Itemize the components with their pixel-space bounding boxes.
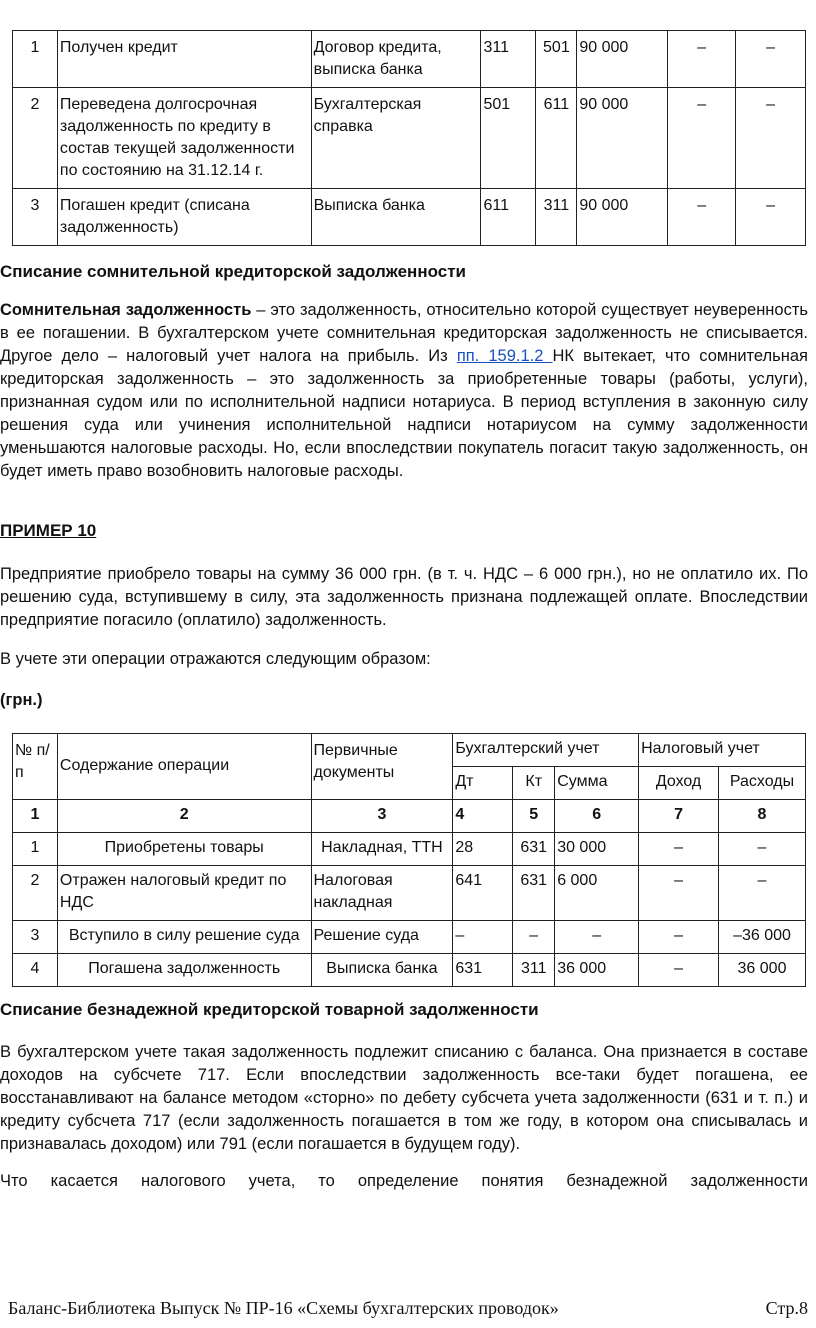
table-cell: Выписка банка [311, 954, 453, 987]
tax-accounting-paragraph: Что касается налогового учета, то определение понятия безнадежной задолженности [0, 1172, 808, 1190]
table-cell: 8 [719, 800, 806, 833]
table-cell: 1 [13, 800, 58, 833]
table-cell: 4 [453, 800, 513, 833]
section-heading-bad-debt: Списание безнадежной кредиторской товарной задолженности [0, 1000, 539, 1019]
example-table [12, 733, 806, 987]
table-cell: – [639, 833, 719, 866]
table-row [13, 189, 806, 246]
table-cell: 3 [311, 800, 453, 833]
table-cell: 611 [536, 88, 577, 189]
table-cell: 5 [513, 800, 555, 833]
table-cell: 311 [536, 189, 577, 246]
example-intro: В учете эти операции отражаются следующим образом: [0, 650, 431, 668]
table-cell: 4 [13, 954, 58, 987]
table-cell: 7 [639, 800, 719, 833]
table-cell: Договор кредита, выписка банка [311, 31, 481, 88]
table-cell: 36 000 [555, 954, 639, 987]
paragraph-text: – это задолженность, относительно которой существует неуверенность в ее погашении. В бухгалтерском учете сомнительная кредиторская задолженность не списывается. Другое дело – налоговый учет налога на прибыль. Из [0, 301, 808, 365]
tax-code-link[interactable]: пп. 159.1.2 [456, 347, 553, 365]
table-cell: Получен кредит [57, 31, 311, 88]
table-row [13, 921, 806, 954]
table-cell: 2 [13, 866, 58, 921]
table-cell: 30 000 [555, 833, 639, 866]
table-row [13, 954, 806, 987]
table-row [13, 88, 806, 189]
table-cell: 1 [13, 31, 58, 88]
table-cell: –36 000 [719, 921, 806, 954]
page-footer [8, 1298, 808, 1319]
header-accounting: Бухгалтерский учет [453, 734, 639, 767]
credit-table [12, 30, 806, 246]
table-cell: 501 [536, 31, 577, 88]
footer-title: Баланс-Библиотека Выпуск № ПР-16 «Схемы бухгалтерских проводок» [8, 1298, 559, 1318]
header-dt: Дт [453, 767, 513, 800]
table-cell: 90 000 [577, 88, 668, 189]
table-cell: 311 [481, 31, 536, 88]
table-cell: Приобретены товары [57, 833, 311, 866]
table-index-row [13, 800, 806, 833]
table-cell: Погашен кредит (списана задолженность) [57, 189, 311, 246]
unit-label: (грн.) [0, 691, 43, 709]
header-kt: Кт [513, 767, 555, 800]
header-sum: Сумма [555, 767, 639, 800]
table-cell: Бухгалтерская справка [311, 88, 481, 189]
header-tax: Налоговый учет [639, 734, 806, 767]
table-cell: 6 [555, 800, 639, 833]
table-cell: – [668, 189, 736, 246]
table-cell: Выписка банка [311, 189, 481, 246]
page-number: Стр.8 [765, 1298, 808, 1318]
table-cell: – [719, 866, 806, 921]
table-cell: – [639, 866, 719, 921]
table-cell: – [453, 921, 513, 954]
table-cell: 6 000 [555, 866, 639, 921]
table-cell: 631 [453, 954, 513, 987]
table-row [13, 833, 806, 866]
table-cell: – [668, 31, 736, 88]
paragraph-text: НК вытекает, что сомнительная кредиторская задолженность – это задолженность за приобретенные товары (работы, услуги), признанная судом или по исполнительной надписи нотариуса. В период вступления в законную силу решения суда или учинения исполнительной надписи нотариусом на сумму задолженности уменьшаются налоговые расходы. Но, если впоследствии покупатель погасит такую задолженность, он будет иметь право возобновить налоговые расходы. [0, 347, 808, 480]
header-income: Доход [639, 767, 719, 800]
table-cell: – [736, 31, 806, 88]
table-cell: 3 [13, 189, 58, 246]
table-cell: 3 [13, 921, 58, 954]
table-cell: 36 000 [719, 954, 806, 987]
table-cell: – [668, 88, 736, 189]
table-cell: Отражен налоговый кредит по НДС [57, 866, 311, 921]
table-row [13, 31, 806, 88]
table-cell: Погашена задолженность [57, 954, 311, 987]
example-paragraph: Предприятие приобрело товары на сумму 36 000 грн. (в т. ч. НДС – 6 000 грн.), но не оплатило их. По решению суда, вступившему в силу, эта задолженность признана подлежащей оплате. Впоследствии предприятие погасило (оплатило) задолженность. [0, 565, 808, 629]
section-heading-doubtful: Списание сомнительной кредиторской задолженности [0, 262, 466, 281]
table-cell: 2 [57, 800, 311, 833]
table-cell: Решение суда [311, 921, 453, 954]
table-cell: – [639, 921, 719, 954]
table-row [13, 866, 806, 921]
table-cell: Переведена долгосрочная задолженность по кредиту в состав текущей задолженности по состоянию на 31.12.14 г. [57, 88, 311, 189]
table-cell: 631 [513, 866, 555, 921]
header-expense: Расходы [719, 767, 806, 800]
header-docs: Первичные документы [311, 734, 453, 800]
table-cell: 90 000 [577, 31, 668, 88]
doubtful-debt-paragraph [0, 299, 808, 483]
header-content: Содержание операции [57, 734, 311, 800]
bad-debt-paragraph: В бухгалтерском учете такая задолженность подлежит списанию с баланса. Она признается в составе доходов на субсчете 717. Если впоследствии задолженность все-таки будет погашена, ее восстанавливают на балансе методом «сторно» по дебету субсчета учета задолженности (631 и т. п.) и кредиту субсчета 717 (если задолженность погашается в том же году, в котором она списывалась и признавалась доходом) или 791 (если погашается в будущем году). [0, 1043, 808, 1153]
table-header-row [13, 734, 806, 767]
table-cell: 90 000 [577, 189, 668, 246]
table-cell: – [736, 88, 806, 189]
example-heading: ПРИМЕР 10 [0, 521, 97, 540]
table-cell: 611 [481, 189, 536, 246]
table-cell: – [719, 833, 806, 866]
term-bold: Сомнительная задолженность [0, 301, 252, 319]
table-cell: 311 [513, 954, 555, 987]
table-cell: Накладная, ТТН [311, 833, 453, 866]
table-cell: 1 [13, 833, 58, 866]
table-cell: 641 [453, 866, 513, 921]
header-num: № п/п [13, 734, 58, 800]
table-cell: Вступило в силу решение суда [57, 921, 311, 954]
table-cell: Налоговая накладная [311, 866, 453, 921]
table-cell: 631 [513, 833, 555, 866]
table-cell: – [736, 189, 806, 246]
table-cell: 28 [453, 833, 513, 866]
table-cell: – [639, 954, 719, 987]
table-cell: 2 [13, 88, 58, 189]
table-cell: – [555, 921, 639, 954]
table-cell: 501 [481, 88, 536, 189]
table-cell: – [513, 921, 555, 954]
